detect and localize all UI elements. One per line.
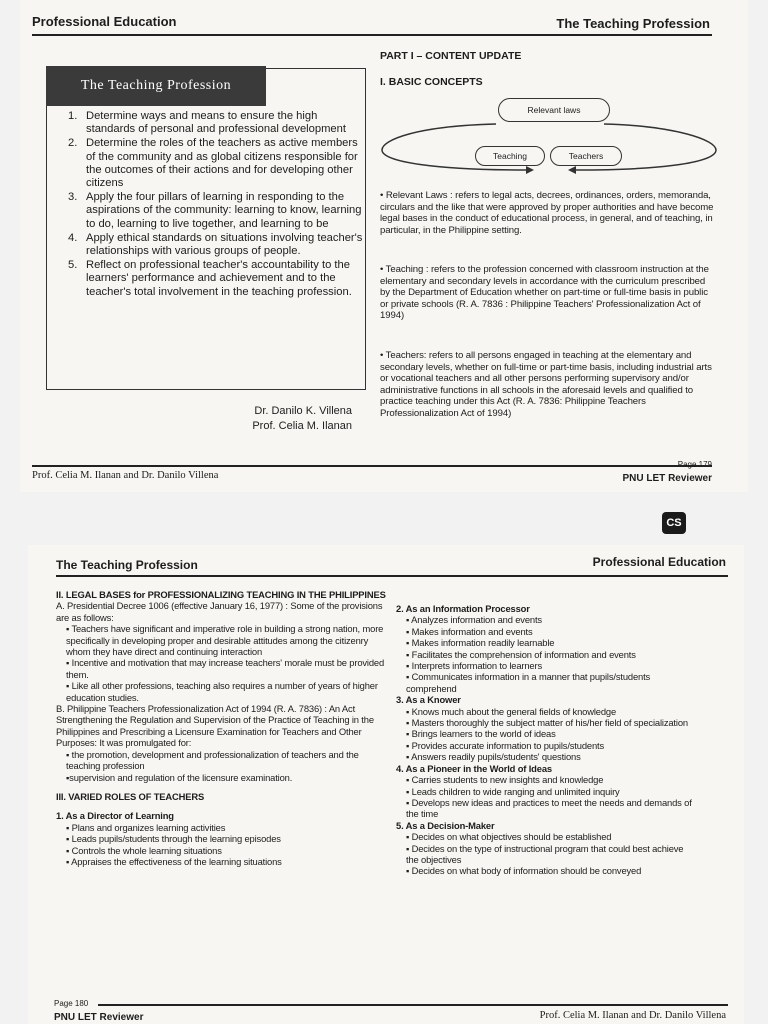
- text-line: ▪ Facilitates the comprehension of information and events: [406, 648, 636, 660]
- text-line: ▪ the promotion, development and professionalization of teachers and the teaching profession: [66, 748, 359, 772]
- objective-item: [68, 232, 368, 258]
- diagram-arrowhead-right: [568, 166, 576, 174]
- text-line: ▪ Communicates information in a manner that pupils/students comprehend: [406, 671, 651, 694]
- page-number: Page 180: [54, 999, 89, 1008]
- text-line: ▪ Analyzes information and events: [406, 614, 542, 626]
- objective-item: [68, 191, 368, 231]
- text-line: ▪ Leads pupils/students through the learning episodes: [66, 833, 281, 845]
- text-line: ▪ Interprets information to learners: [406, 660, 543, 672]
- signatory-1: Dr. Danilo K. Villena: [254, 405, 352, 417]
- spacer: [56, 802, 386, 810]
- text-line: ▪ Appraises the effectiveness of the learning situations: [66, 855, 282, 867]
- objective-number: 2.: [68, 137, 78, 150]
- box-title: The Teaching Profession: [46, 66, 266, 106]
- objective-text: Apply the four pillars of learning in responding to the aspirations of the community: learning to know, learning to do, learning to live together, and learning to be: [86, 191, 362, 230]
- section-heading: 2. As an Information Processor: [396, 603, 530, 614]
- text-line: ▪ Brings learners to the world of ideas: [406, 728, 556, 740]
- page-header-left: The Teaching Profession: [56, 558, 198, 572]
- definition-teaching: • Teaching : refers to the profession concerned with classroom instruction at the elementary and secondary levels in accordance with the curriculum prescribed by the Department of Education whether on part-time or full-time basis in public or private schools (R. A. 7836 : Philippine Teachers' Professionalization Act of 1994): [380, 264, 709, 322]
- page-header-left: Professional Education: [32, 14, 177, 29]
- page-header-right: The Teaching Profession: [556, 16, 710, 31]
- footer-rule: [32, 465, 712, 467]
- objective-item: [68, 110, 368, 136]
- section-heading: 3. As a Knower: [396, 694, 461, 706]
- footer-rule: [98, 1004, 728, 1006]
- objective-text: Apply ethical standards on situations involving teacher's relationships with various groups of people.: [86, 231, 363, 258]
- page-header-right: Professional Education: [592, 555, 726, 569]
- objective-number: 3.: [68, 191, 78, 204]
- spacer: [56, 783, 386, 791]
- left-column: [56, 589, 386, 867]
- footer-authors: Prof. Celia M. Ilanan and Dr. Danilo Villena: [32, 470, 219, 481]
- header-rule: [56, 575, 728, 577]
- objective-item: [68, 259, 368, 299]
- part-title: PART I – CONTENT UPDATE: [380, 50, 522, 62]
- text-line: ▪ Provides accurate information to pupils/students: [406, 739, 605, 751]
- page-180: [28, 545, 744, 1024]
- text-line: ▪ Masters thoroughly the subject matter of his/her field of specialization: [406, 717, 688, 729]
- text-line: ▪ Like all other professions, teaching also requires a number of years of higher education studies.: [66, 680, 378, 703]
- objective-number: 1.: [68, 110, 78, 122]
- text-line: ▪ Knows much about the general fields of knowledge: [406, 705, 617, 717]
- objective-number: 4.: [68, 231, 78, 244]
- objective-item: [68, 137, 368, 190]
- text-line: ▪supervision and regulation of the licensure examination.: [66, 771, 293, 783]
- text-line: ▪ Develops new ideas and practices to meet the needs and demands of the time: [406, 796, 692, 820]
- definition-teachers: • Teachers: refers to all persons engaged in teaching at the elementary and secondary levels, whether on full-time or part-time basis, including industrial arts or vocational teachers and all other persons performing supervisory and/or administrative functions in all schools in the aforesaid levels and qualified to practice teaching under this Act (R. A. 7836: Philippine Teachers Professionalization Act of 1994): [380, 350, 712, 419]
- text-line: ▪ Teachers have significant and imperative role in building a strong nation, more specifically in developing proper and desirable attitudes among the citizenry whom they have direct and continuing interaction: [66, 623, 384, 658]
- diagram-node-relevant-laws: Relevant laws: [498, 98, 610, 122]
- objective-number: 5.: [68, 259, 78, 272]
- objectives-list: [68, 110, 368, 300]
- text-line: ▪ Answers readily pupils/students' questions: [406, 751, 581, 763]
- definition-relevant-laws: • Relevant Laws : refers to legal acts, decrees, ordinances, orders, memoranda, circulars and the like that were approved by proper authorities and have become legal bases in the conduct of educational process, in general, and of teaching, in particular, in the Philippine setting.: [380, 190, 714, 236]
- text-line: ▪ Decides on what objectives should be established: [406, 831, 612, 843]
- section-heading: 4. As a Pioneer in the World of Ideas: [396, 762, 552, 774]
- text-line: ▪ Plans and organizes learning activities: [66, 821, 226, 833]
- text-line: ▪ Makes information and events: [406, 625, 533, 637]
- objective-text: Determine ways and means to ensure the high standards of personal and professional development: [86, 110, 346, 136]
- diagram-node-teaching: Teaching: [475, 146, 545, 166]
- page-number: Page 179: [677, 460, 712, 469]
- objective-text: Reflect on professional teacher's accountability to the learners' performance and achievement and to the teacher's total involvement in the teaching profession.: [86, 259, 352, 298]
- section-heading: 5. As a Decision-Maker: [396, 819, 495, 831]
- section-heading: II. LEGAL BASES for PROFESSIONALIZING TEACHING IN THE PHILIPPINES: [56, 589, 386, 600]
- right-column: [396, 603, 696, 877]
- text-line: A. Presidential Decree 1006 (effective January 16, 1977) : Some of the provisions are as follows:: [56, 600, 383, 623]
- text-line: ▪ Decides on what body of information should be conveyed: [406, 865, 642, 877]
- diagram-arrowhead-left: [526, 166, 534, 174]
- footer-reviewer: PNU LET Reviewer: [622, 473, 712, 484]
- section-heading: 1. As a Director of Learning: [56, 810, 174, 822]
- text-line: ▪ Leads children to wide ranging and unlimited inquiry: [406, 785, 620, 797]
- camscanner-badge: CS: [662, 512, 686, 534]
- text-line: ▪ Decides on the type of instructional program that could best achieve the objectives: [406, 842, 684, 865]
- diagram-node-teachers: Teachers: [550, 146, 622, 166]
- objective-text: Determine the roles of the teachers as active members of the community and as global citizens responsible for the outcomes of their actions and for developing other citizens: [86, 137, 358, 190]
- page-179: [20, 0, 748, 492]
- text-line: B. Philippine Teachers Professionalization Act of 1994 (R. A. 7836) : An Act Strengthening the Regulation and Supervision of the Practice of Teaching in the Philippines and Prescribing a Licensure Examination for Teachers and Other Purposes: It was promulgated for:: [56, 703, 374, 749]
- basic-concepts-heading: I. BASIC CONCEPTS: [380, 76, 483, 88]
- text-line: ▪ Controls the whole learning situations: [66, 844, 222, 856]
- header-rule: [32, 34, 712, 36]
- section-heading: III. VARIED ROLES OF TEACHERS: [56, 790, 205, 802]
- text-line: ▪ Carries students to new insights and knowledge: [406, 774, 604, 786]
- footer-authors: Prof. Celia M. Ilanan and Dr. Danilo Villena: [539, 1010, 726, 1021]
- text-line: ▪ Incentive and motivation that may increase teachers' morale must be provided them.: [66, 657, 385, 680]
- text-line: ▪ Makes information readily learnable: [406, 637, 555, 649]
- signatory-2: Prof. Celia M. Ilanan: [252, 420, 352, 432]
- footer-reviewer: PNU LET Reviewer: [54, 1012, 144, 1023]
